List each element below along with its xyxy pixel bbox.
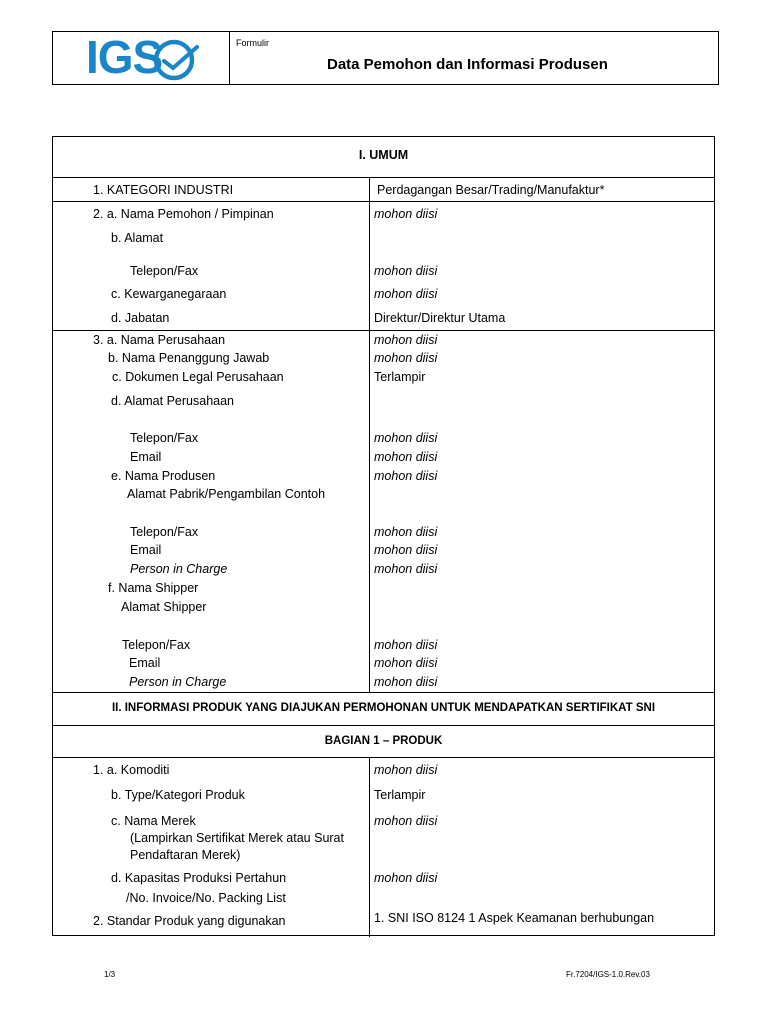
value-telepon-produsen[interactable]: mohon diisi — [374, 525, 438, 539]
label-alamat-perusahaan: d. Alamat Perusahaan — [111, 394, 234, 408]
note-merek-2: Pendaftaran Merek) — [130, 848, 241, 862]
label-nama-merek: c. Nama Merek — [111, 814, 196, 828]
value-email-shipper[interactable]: mohon diisi — [374, 656, 438, 670]
label-nama-shipper: f. Nama Shipper — [108, 581, 199, 595]
document-code: Fr.7204/IGS-1.0.Rev.03 — [566, 970, 650, 979]
value-telepon-pemohon[interactable]: mohon diisi — [374, 264, 438, 278]
row-divider — [53, 330, 714, 331]
page-title: Data Pemohon dan Informasi Produsen — [327, 56, 608, 73]
label-telepon-perusahaan: Telepon/Fax — [130, 431, 199, 445]
form-label: Formulir — [236, 38, 269, 48]
value-telepon-shipper[interactable]: mohon diisi — [374, 638, 438, 652]
label-komoditi: 1. a. Komoditi — [93, 763, 170, 777]
label-kategori: 1. KATEGORI INDUSTRI — [93, 183, 234, 197]
page-number: 1/3 — [104, 970, 116, 979]
label-pic-shipper: Person in Charge — [129, 675, 227, 689]
label-alamat-shipper: Alamat Shipper — [121, 600, 207, 614]
note-merek-1: (Lampirkan Sertifikat Merek atau Surat — [130, 831, 344, 845]
row-divider — [53, 201, 714, 202]
row-divider — [53, 757, 714, 758]
form-table — [52, 136, 715, 936]
label-telepon-shipper: Telepon/Fax — [122, 638, 191, 652]
logo-cell — [53, 32, 230, 84]
value-pic-shipper[interactable]: mohon diisi — [374, 675, 438, 689]
label-nama-perusahaan: 3. a. Nama Perusahaan — [93, 333, 226, 347]
form-header — [52, 31, 719, 85]
row-divider — [53, 177, 714, 178]
value-penanggung-jawab[interactable]: mohon diisi — [374, 351, 438, 365]
label-telepon-produsen: Telepon/Fax — [130, 525, 199, 539]
label-standar-produk: 2. Standar Produk yang digunakan — [93, 914, 286, 928]
igs-logo: IGS — [86, 31, 163, 83]
section-title-bagian-produk: BAGIAN 1 – PRODUK — [324, 735, 443, 747]
value-nama-pemohon[interactable]: mohon diisi — [374, 207, 438, 221]
label-pic-produsen: Person in Charge — [130, 562, 228, 576]
value-nama-merek[interactable]: mohon diisi — [374, 814, 438, 828]
label-telepon-pemohon: Telepon/Fax — [130, 264, 199, 278]
value-komoditi[interactable]: mohon diisi — [374, 763, 438, 777]
value-pic-produsen[interactable]: mohon diisi — [374, 562, 438, 576]
label-invoice: /No. Invoice/No. Packing List — [126, 891, 286, 905]
value-jabatan[interactable]: Direktur/Direktur Utama — [374, 311, 506, 325]
label-penanggung-jawab: b. Nama Penanggung Jawab — [108, 351, 270, 365]
value-kategori[interactable]: Perdagangan Besar/Trading/Manufaktur* — [377, 183, 605, 197]
value-kapasitas-produksi[interactable]: mohon diisi — [374, 871, 438, 885]
label-email-produsen: Email — [130, 543, 162, 557]
label-email-shipper: Email — [129, 656, 161, 670]
label-alamat: b. Alamat — [111, 231, 164, 245]
value-email-produsen[interactable]: mohon diisi — [374, 543, 438, 557]
value-nama-produsen[interactable]: mohon diisi — [374, 469, 438, 483]
value-dokumen-legal[interactable]: Terlampir — [374, 370, 426, 384]
label-kategori-produk: b. Type/Kategori Produk — [111, 788, 245, 802]
label-nama-produsen: e. Nama Produsen — [111, 469, 216, 483]
logo-check-icon — [153, 38, 201, 82]
row-divider — [53, 692, 714, 693]
label-dokumen-legal: c. Dokumen Legal Perusahaan — [112, 370, 284, 384]
label-email-perusahaan: Email — [130, 450, 162, 464]
label-kewarganegaraan: c. Kewarganegaraan — [111, 287, 227, 301]
value-telepon-perusahaan[interactable]: mohon diisi — [374, 431, 438, 445]
value-kategori-produk[interactable]: Terlampir — [374, 788, 426, 802]
value-standar-produk[interactable]: 1. SNI ISO 8124 1 Aspek Keamanan berhubungan — [374, 911, 655, 925]
label-alamat-pabrik: Alamat Pabrik/Pengambilan Contoh — [127, 487, 326, 501]
column-divider — [369, 757, 370, 937]
value-kewarganegaraan[interactable]: mohon diisi — [374, 287, 438, 301]
value-email-perusahaan[interactable]: mohon diisi — [374, 450, 438, 464]
section-title-umum: I. UMUM — [358, 148, 409, 162]
row-divider — [53, 725, 714, 726]
label-jabatan: d. Jabatan — [111, 311, 170, 325]
section-title-informasi-produk: II. INFORMASI PRODUK YANG DIAJUKAN PERMOHONAN UNTUK MENDAPATKAN SERTIFIKAT SNI — [111, 702, 656, 714]
value-nama-perusahaan[interactable]: mohon diisi — [374, 333, 438, 347]
column-divider — [369, 177, 370, 692]
label-nama-pemohon: 2. a. Nama Pemohon / Pimpinan — [93, 207, 274, 221]
label-kapasitas-produksi: d. Kapasitas Produksi Pertahun — [111, 871, 287, 885]
